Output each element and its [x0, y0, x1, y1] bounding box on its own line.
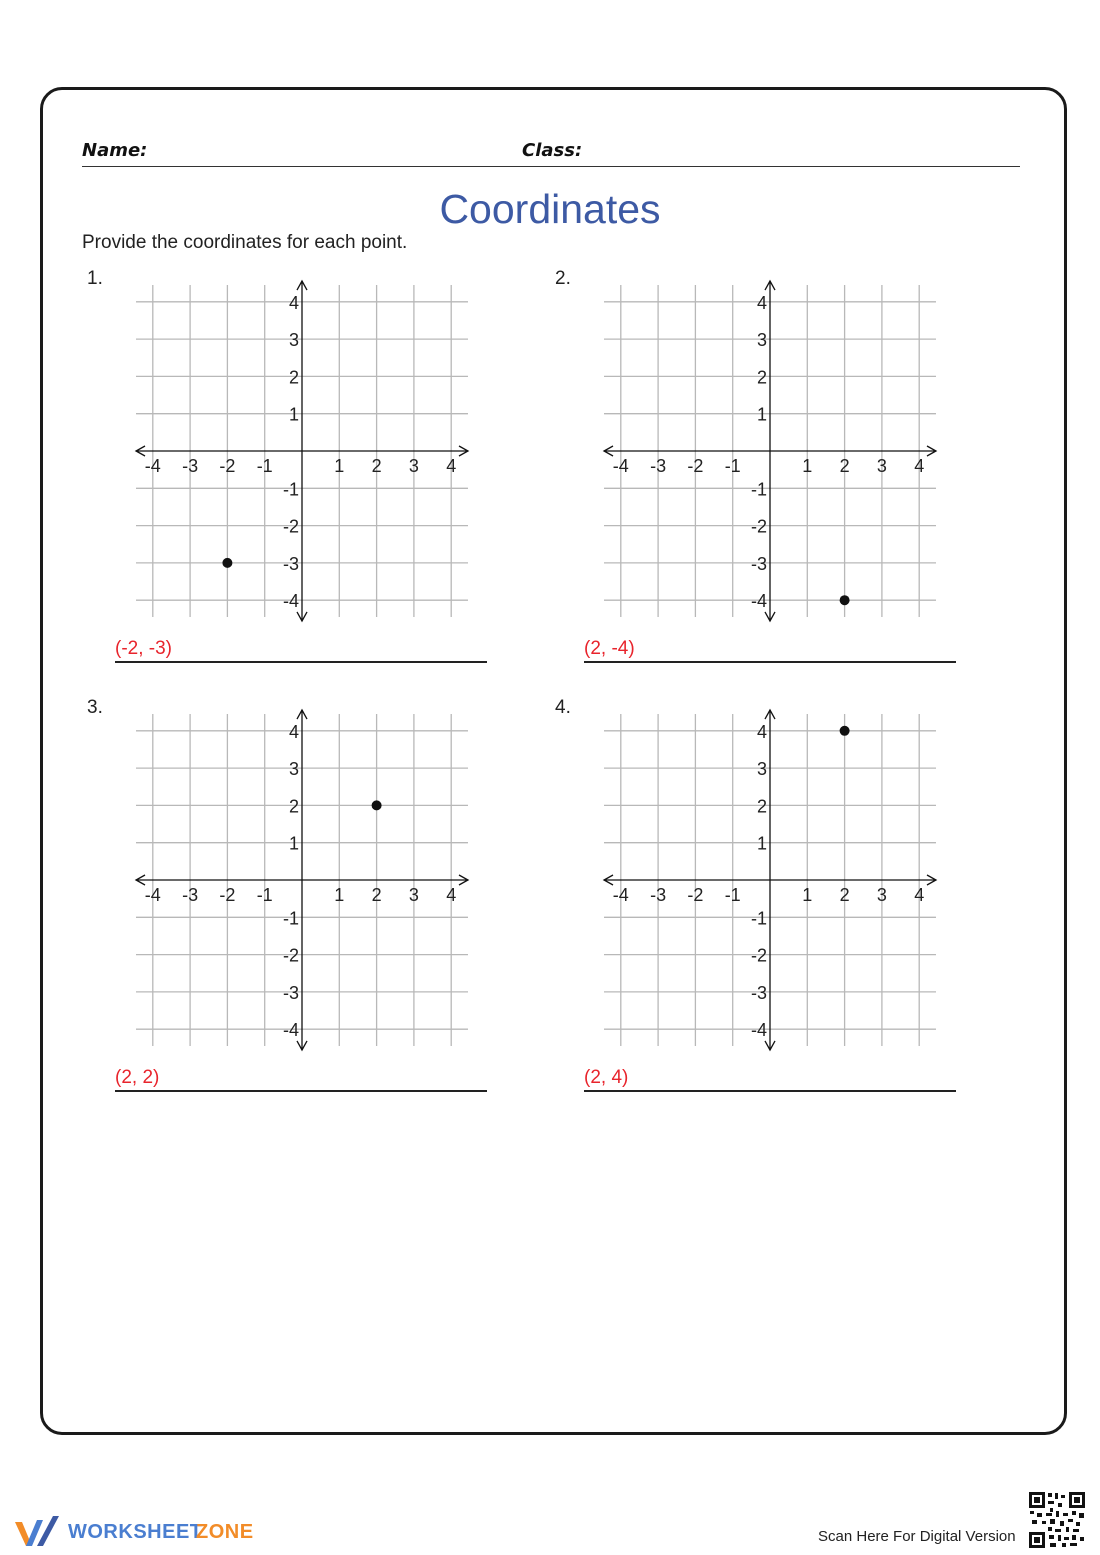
- y-tick-label: 4: [288, 721, 299, 742]
- x-tick-label: 1: [802, 456, 813, 476]
- y-tick-label: 3: [288, 330, 299, 351]
- y-tick-label: 1: [756, 833, 767, 854]
- x-tick-label: -4: [144, 885, 161, 905]
- coordinate-grid: [115, 697, 495, 1062]
- x-tick-label: -1: [724, 885, 741, 905]
- scan-text: Scan Here For Digital Version: [818, 1528, 1016, 1545]
- x-tick-label: -3: [650, 885, 667, 905]
- instructions: Provide the coordinates for each point.: [82, 232, 408, 253]
- y-tick-label: 2: [288, 796, 299, 817]
- x-tick-label: -2: [219, 456, 236, 476]
- coordinate-grid: [583, 697, 963, 1062]
- plotted-point: [840, 726, 850, 736]
- y-tick-label: 1: [288, 404, 299, 425]
- x-tick-label: -1: [256, 885, 273, 905]
- answer-text: (-2, -3): [115, 638, 172, 659]
- x-tick-label: -2: [687, 885, 704, 905]
- x-tick-label: -2: [219, 885, 236, 905]
- problem-number: 2.: [555, 268, 571, 289]
- y-tick-label: 1: [756, 404, 767, 425]
- x-tick-label: 1: [334, 456, 345, 476]
- y-tick-label: -3: [750, 982, 767, 1003]
- y-tick-label: -2: [282, 516, 299, 537]
- x-tick-label: 2: [839, 456, 850, 476]
- answer-line: [115, 1090, 487, 1092]
- x-tick-label: 3: [876, 456, 887, 476]
- y-tick-label: -4: [282, 1020, 299, 1041]
- x-tick-label: 3: [408, 885, 419, 905]
- worksheetzone-logo-icon: [13, 1512, 61, 1552]
- y-tick-label: 4: [756, 292, 767, 313]
- answer-text: (2, 4): [584, 1067, 629, 1088]
- coordinate-grid: [583, 268, 963, 633]
- x-tick-label: 2: [839, 885, 850, 905]
- coordinate-grid: [115, 268, 495, 633]
- y-tick-label: -1: [750, 908, 767, 929]
- x-tick-label: -1: [256, 456, 273, 476]
- y-tick-label: 2: [288, 367, 299, 388]
- x-tick-label: 2: [371, 456, 382, 476]
- x-tick-label: -4: [144, 456, 161, 476]
- answer-text: (2, 2): [115, 1067, 160, 1088]
- plotted-point: [840, 595, 850, 605]
- x-tick-label: -2: [687, 456, 704, 476]
- y-tick-label: 3: [756, 759, 767, 780]
- y-tick-label: -4: [282, 591, 299, 612]
- y-tick-label: 3: [756, 330, 767, 351]
- y-tick-label: 4: [288, 292, 299, 313]
- y-tick-label: -4: [750, 1020, 767, 1041]
- y-tick-label: 2: [756, 796, 767, 817]
- qr-code-icon[interactable]: [1028, 1491, 1086, 1549]
- header-line: [82, 166, 1020, 167]
- x-tick-label: 3: [876, 885, 887, 905]
- plotted-point: [222, 558, 232, 568]
- x-tick-label: -3: [650, 456, 667, 476]
- y-tick-label: -3: [750, 553, 767, 574]
- x-tick-label: -1: [724, 456, 741, 476]
- x-tick-label: 1: [334, 885, 345, 905]
- problem-number: 3.: [87, 697, 103, 718]
- y-tick-label: 1: [288, 833, 299, 854]
- brand-name-part2: ZONE: [196, 1521, 254, 1543]
- y-tick-label: -1: [750, 479, 767, 500]
- y-tick-label: -4: [750, 591, 767, 612]
- plotted-point: [372, 800, 382, 810]
- y-tick-label: -2: [750, 516, 767, 537]
- y-tick-label: -1: [282, 479, 299, 500]
- brand-name-part1: WORKSHEET: [68, 1521, 203, 1543]
- page-title: Coordinates: [439, 186, 661, 232]
- x-tick-label: -4: [612, 885, 629, 905]
- y-tick-label: -2: [750, 945, 767, 966]
- name-label: Name:: [82, 140, 148, 161]
- y-tick-label: -3: [282, 553, 299, 574]
- answer-text: (2, -4): [584, 638, 635, 659]
- problem-number: 1.: [87, 268, 103, 289]
- x-tick-label: 1: [802, 885, 813, 905]
- answer-line: [584, 661, 956, 663]
- answer-line: [115, 661, 487, 663]
- y-tick-label: 2: [756, 367, 767, 388]
- problem-number: 4.: [555, 697, 571, 718]
- answer-line: [584, 1090, 956, 1092]
- y-tick-label: -3: [282, 982, 299, 1003]
- y-tick-label: 3: [288, 759, 299, 780]
- x-tick-label: -4: [612, 456, 629, 476]
- y-tick-label: -2: [282, 945, 299, 966]
- x-tick-label: -3: [182, 885, 199, 905]
- x-tick-label: 4: [446, 456, 457, 476]
- x-tick-label: -3: [182, 456, 199, 476]
- x-tick-label: 4: [914, 456, 925, 476]
- x-tick-label: 4: [446, 885, 457, 905]
- x-tick-label: 3: [408, 456, 419, 476]
- class-label: Class:: [522, 140, 583, 161]
- x-tick-label: 4: [914, 885, 925, 905]
- y-tick-label: -1: [282, 908, 299, 929]
- x-tick-label: 2: [371, 885, 382, 905]
- y-tick-label: 4: [756, 721, 767, 742]
